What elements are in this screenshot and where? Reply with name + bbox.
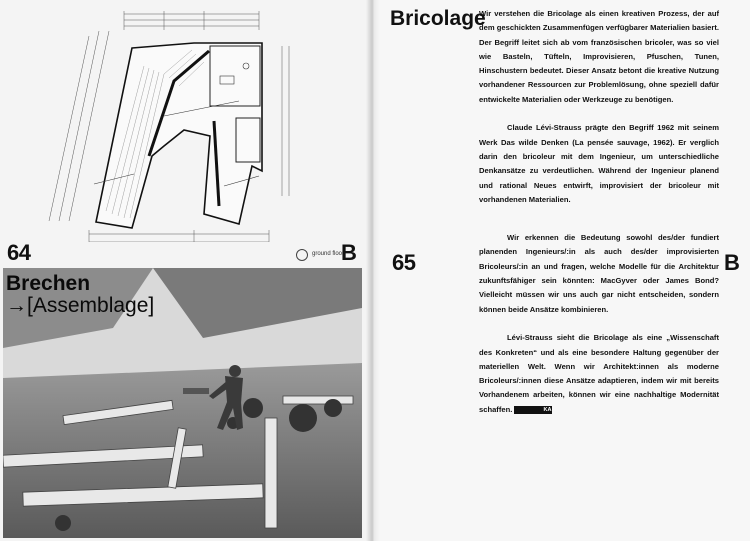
floor-plan-drawing (14, 6, 364, 242)
section-letter-left: B (341, 240, 357, 265)
author-signature: KA (514, 406, 552, 414)
paragraph: Wir erkennen die Bedeutung sowohl des/der fundiert planenden Ingenieurs/:in als auch des/der improvisierten Bricoleurs/:in an und fragen, welche Modelle für die Architektur zukunftsfähiger sein könnten: MacGyver oder James Bond? Vielleicht müssen wir uns auch gar nicht entscheiden, sondern können beide Ansätze kombinieren. (479, 233, 719, 314)
section-letter-right: B (724, 250, 740, 275)
plan-label: ground floor (312, 251, 345, 257)
book-gutter (366, 0, 380, 541)
article-body (479, 7, 719, 417)
right-page (372, 0, 750, 541)
photo-title-line2: →[Assemblage] (6, 294, 155, 317)
paragraph (479, 331, 719, 417)
page-number-right: 65 (392, 250, 416, 275)
paragraph: Claude Lévi-Strauss prägte den Begriff 1962 mit seinem Werk Das wilde Denken (La pensée sauvage, 1962). Er verglich darin den bricoleur mit dem Ingenieur, um unterschiedliche Denkansätze zu verdeutlichen. Während der Ingenieur planend und rational Neues entwirft, improvisiert der bricoleur mit vorhandenen Materialien. (479, 123, 719, 204)
paragraph-text: Lévi-Strauss sieht die Bricolage als eine „Wissenschaft des Konkreten“ und als eine besondere Haltung gegenüber der materiellen Welt. Wenn wir Architekt:innen als moderne Bricoleurs/:innen diese Ansätze adaptieren, indem wir mit bereits Vorhandenem arbeiten, können wir eine nachhaltige Modernität schaffen. (479, 333, 719, 414)
page-number-left: 64 (7, 240, 31, 265)
photo-title (6, 273, 154, 317)
paragraph: Wir verstehen die Bricolage als einen kreativen Prozess, der auf dem geschickten Zusammenfügen verfügbarer Materialien basiert. Der Begriff leitet sich ab vom französischen bricoler, was so viel wie Basteln, Tüfteln, Improvisieren, Pfuschen, Tunen, Hinschustern bedeutet. Dieser Ansatz betont die kreative Nutzung vorhandener Ressourcen zur Problemlösung, ohne speziell dafür entwickelte Materialien oder Werkzeuge zu benötigen. (479, 9, 719, 104)
north-arrow-icon (296, 249, 308, 261)
photo-title-line1: Brechen (6, 272, 91, 295)
page-title: Bricolage (390, 7, 486, 30)
left-page (0, 0, 372, 541)
